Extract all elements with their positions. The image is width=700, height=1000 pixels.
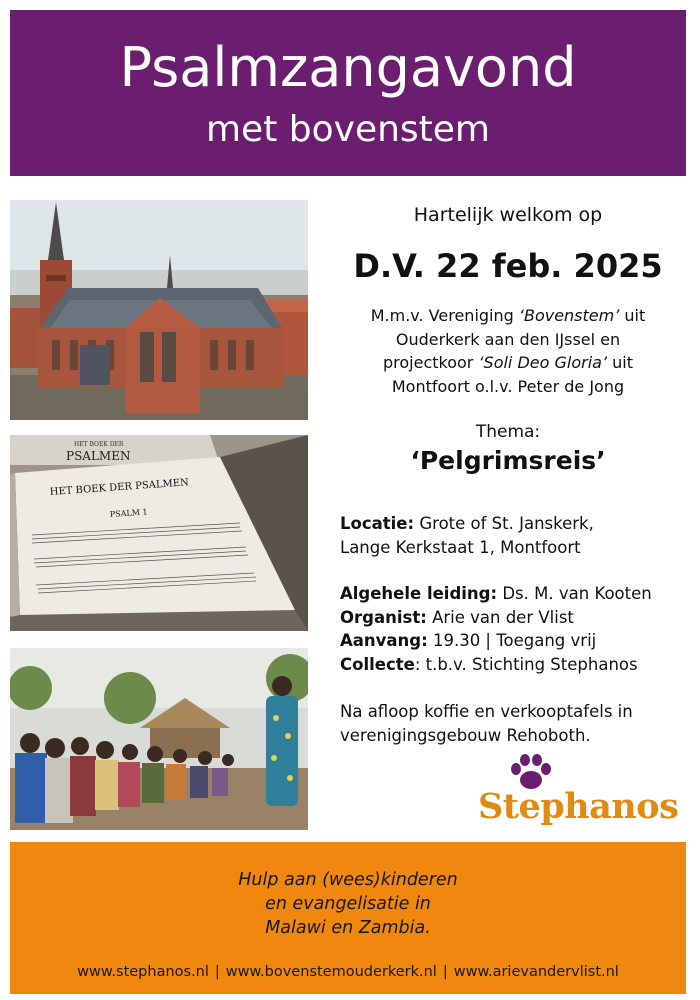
welcome-text: Hartelijk welkom op: [413, 204, 603, 226]
mmv-bovenstem: ‘Bovenstem’: [518, 306, 620, 325]
aanvang-label: Aanvang:: [340, 631, 428, 650]
organist-value: Arie van der Vlist: [432, 607, 574, 627]
stephanos-logo: [478, 752, 686, 842]
mmv-line1-pre: M.m.v. Vereniging: [370, 306, 519, 325]
church-photo: [10, 200, 308, 420]
details-block: [340, 582, 690, 676]
bible-title-text: HET BOEK DER PSALMEN: [49, 477, 190, 498]
mmv-line3-post: uit: [607, 353, 633, 372]
footer-banner: [10, 842, 686, 994]
link-bovenstem[interactable]: www.bovenstemouderkerk.nl: [225, 964, 437, 980]
location-line2: Lange Kerkstaat 1, Montfoort: [340, 537, 581, 557]
footer-line2: en evangelisatie in: [265, 894, 431, 914]
leiding-label: Algehele leiding:: [340, 584, 498, 603]
bible-header-text: HET BOEK DER: [74, 441, 124, 448]
collecte-value: : t.b.v. Stichting Stephanos: [414, 654, 638, 674]
mmv-line1-post: uit: [619, 306, 646, 325]
logo-wordmark: Stephanos: [478, 786, 679, 827]
collecte-label: Collecte: [340, 654, 415, 674]
footer-message: [10, 868, 686, 940]
link-separator: |: [214, 964, 220, 980]
psalm-book-photo: [10, 435, 308, 631]
mmv-line4: Montfoort o.l.v. Peter de Jong: [391, 376, 625, 396]
mmv-line2: Ouderkerk aan den IJssel en: [395, 329, 621, 349]
after-line1: Na afloop koffie en verkooptafels in: [340, 702, 633, 721]
footer-line1: Hulp aan (wees)kinderen: [238, 870, 458, 890]
page-subtitle: met bovenstem: [205, 109, 490, 150]
link-separator: |: [442, 964, 448, 980]
theme-title: ‘Pelgrimsreis’: [410, 446, 606, 475]
organist-label: Organist:: [340, 607, 427, 627]
footer-links: [10, 964, 686, 980]
link-stephanos[interactable]: www.stephanos.nl: [77, 964, 209, 980]
afterwards-text: [340, 700, 690, 747]
bible-psalmen-text: PSALMEN: [66, 449, 131, 463]
theme-label: Thema:: [475, 422, 541, 442]
children-photo: [10, 648, 308, 830]
location-line1: Grote of St. Janskerk,: [419, 514, 594, 533]
event-date: D.V. 22 feb. 2025: [353, 247, 663, 285]
aanvang-value: 19.30 | Toegang vrij: [432, 631, 597, 650]
mmv-soli-deo-gloria: ‘Soli Deo Gloria’: [478, 353, 608, 372]
location-label: Locatie:: [340, 514, 415, 533]
footer-line3: Malawi en Zambia.: [265, 918, 431, 938]
leiding-value: Ds. M. van Kooten: [502, 584, 652, 603]
participants-text: [322, 304, 694, 398]
mmv-line3-pre: projectkoor: [382, 353, 479, 372]
header-banner: [10, 10, 686, 176]
after-line2: verenigingsgebouw Rehoboth.: [340, 725, 591, 745]
location-block: [340, 512, 690, 559]
link-arievandervlist[interactable]: www.arievandervlist.nl: [453, 964, 619, 980]
bible-psalm-text: PSALM 1: [109, 507, 148, 519]
page-title: Psalmzangavond: [119, 36, 577, 99]
